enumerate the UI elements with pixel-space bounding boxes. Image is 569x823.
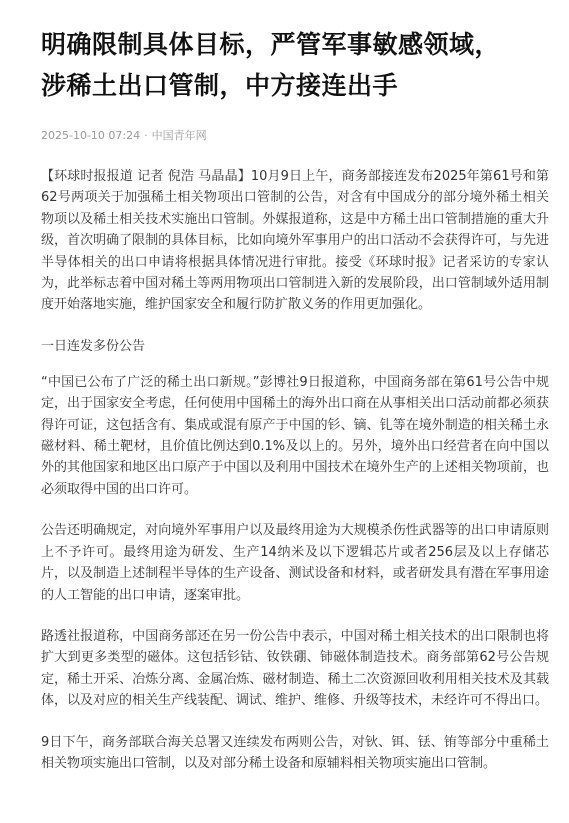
title-line-1: 明确限制具体目标，严管军事敏感领域， — [41, 30, 501, 59]
paragraph-afternoon: 9日下午，商务部联合海关总署又连续发布两则公告，对钬、铒、铥、铕等部分中重稀土相关物项实施出口管制，以及对部分稀土设备和原辅料相关物项实施出口管制。 — [41, 734, 549, 771]
article-body — [41, 166, 549, 774]
paragraph-intro: 【环球时报报道 记者 倪浩 马晶晶】10月9日上午，商务部接连发布2025年第61号和第62号两项关于加强稀土相关物项出口管制的公告，对含有中国成分的部分境外稀土相关物项以及稀土相关技术实施出口管制。外媒报道称，这是中方稀土出口管制措施的重大升级，首次明确了限制的具体目标，比如向境外军事用户的出口活动不会获得许可，与先进半导体相关的出口申请将根据具体情况进行审批。接受《环球时报》记者采访的专家认为，此举标志着中国对稀土等两用物项出口管制进入新的发展阶段，出口管制域外适用制度开始落地实施，维护国家安全和履行防扩散义务的作用更加强化。 — [41, 169, 549, 313]
article-meta — [41, 128, 549, 144]
title-line-2: 涉稀土出口管制，中方接连出手 — [41, 71, 399, 100]
source-link[interactable]: 中国青年网 — [151, 129, 207, 142]
section-heading: 一日连发多份公告 — [41, 338, 146, 354]
publish-date: 2025-10-10 07:24 — [41, 129, 141, 142]
paragraph-reuters: 路透社报道称，中国商务部还在另一份公告中表示，中国对稀土相关技术的出口限制也将扩大到更多类型的磁体。这包括钐钴、钕铁硼、铈磁体制造技术。商务部第62号公告规定，稀土开采、冶炼分离、金属冶炼、磁材制造、稀土二次资源回收利用相关技术及其载体，以及对应的相关生产线装配、调试、维护、维修、升级等技术，未经许可不得出口。 — [41, 628, 549, 709]
article-title — [41, 24, 549, 106]
meta-separator: · — [144, 129, 148, 142]
paragraph-bloomberg: “中国已公布了广泛的稀土出口新规。”彭博社9日报道称，中国商务部在第61号公告中规定，出于国家安全考虑，任何使用中国稀土的海外出口商在从事相关出口活动前都必须获得许可证，这包括含有、集成或混有原产于中国的钐、镝、钆等在境外制造的相关稀土永磁材料、稀土靶材，且价值比例达到0.1%及以上的。另外，境外出口经营者在向中国以外的其他国家和地区出口原产于中国以及利用中国技术在境外生产的上述相关物项前，也必须取得中国的出口许可。 — [41, 374, 549, 497]
paragraph-announcement: 公告还明确规定，对向境外军事用户以及最终用途为大规模杀伤性武器等的出口申请原则上不予许可。最终用途为研发、生产14纳米及以下逻辑芯片或者256层及以上存储芯片，以及制造上述制程半导体的生产设备、测试设备和材料，或者研发具有潜在军事用途的人工智能的出口申请，逐案审批。 — [41, 523, 549, 603]
